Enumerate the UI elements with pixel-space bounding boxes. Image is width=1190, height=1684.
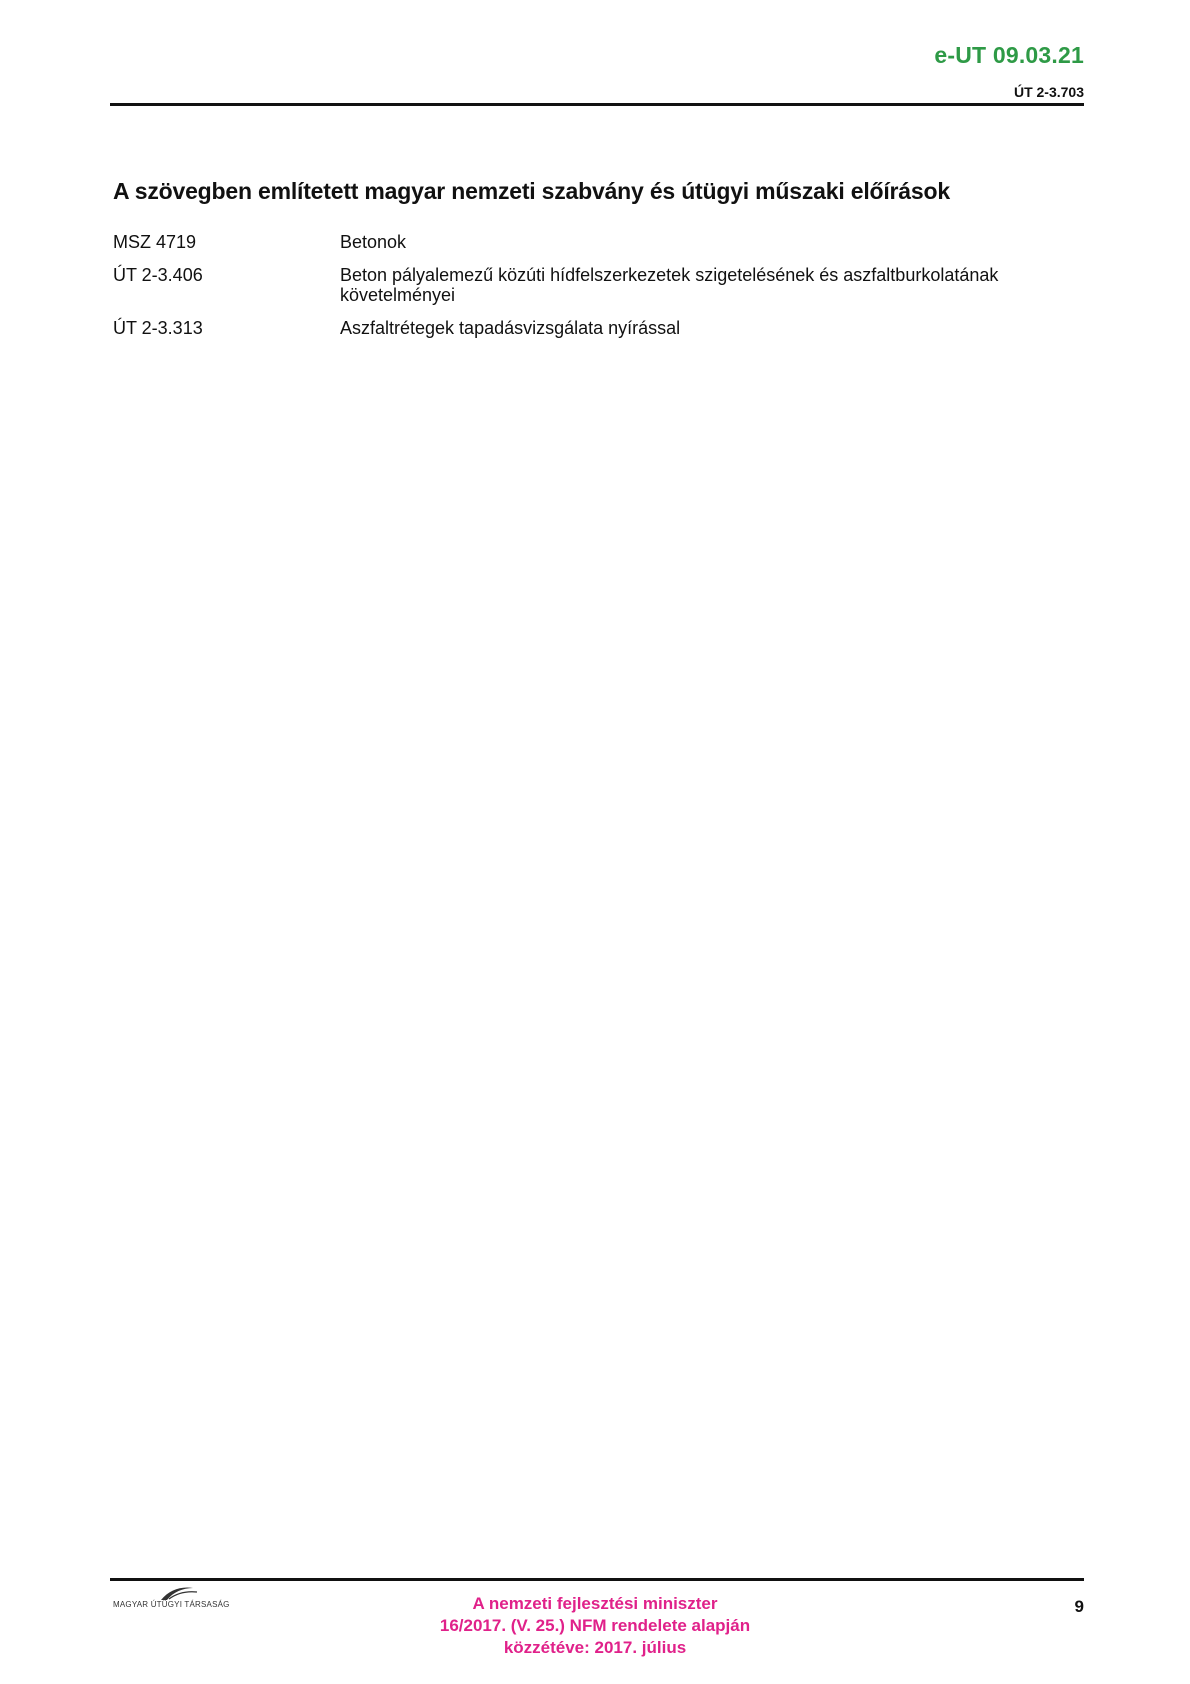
doc-code: e-UT 09.03.21 — [934, 42, 1084, 68]
standard-code: ÚT 2-3.703 — [1013, 84, 1084, 100]
footer-line-1: A nemzeti fejlesztési miniszter — [472, 1594, 718, 1613]
reference-code: ÚT 2-3.406 — [113, 265, 203, 285]
reference-title: Aszfaltrétegek tapadásvizsgálata nyírással — [340, 318, 681, 338]
header-rule — [110, 103, 1084, 106]
reference-row — [113, 318, 1083, 338]
reference-title: Betonok — [340, 232, 407, 252]
reference-row — [113, 265, 1083, 305]
reference-code: MSZ 4719 — [113, 232, 197, 252]
footer-publication-note — [0, 1593, 1190, 1659]
footer-rule — [110, 1578, 1084, 1581]
footer-line-3: közzétéve: 2017. július — [503, 1638, 687, 1657]
reference-row — [113, 232, 1083, 252]
footer-line-2: 16/2017. (V. 25.) NFM rendelete alapján — [439, 1616, 751, 1635]
reference-code: ÚT 2-3.313 — [113, 318, 203, 338]
reference-title: Beton pályalemezű közúti hídfelszerkezetek szigetelésének és aszfaltburkolatának követelményei — [340, 265, 999, 305]
logo-text: MAGYAR ÚTÜGYI TÁRSASÁG — [113, 1600, 230, 1609]
reference-list — [113, 232, 1083, 351]
page-number: 9 — [1074, 1597, 1084, 1616]
section-title: A szövegben említetett magyar nemzeti szabvány és útügyi műszaki előírások — [113, 178, 950, 204]
